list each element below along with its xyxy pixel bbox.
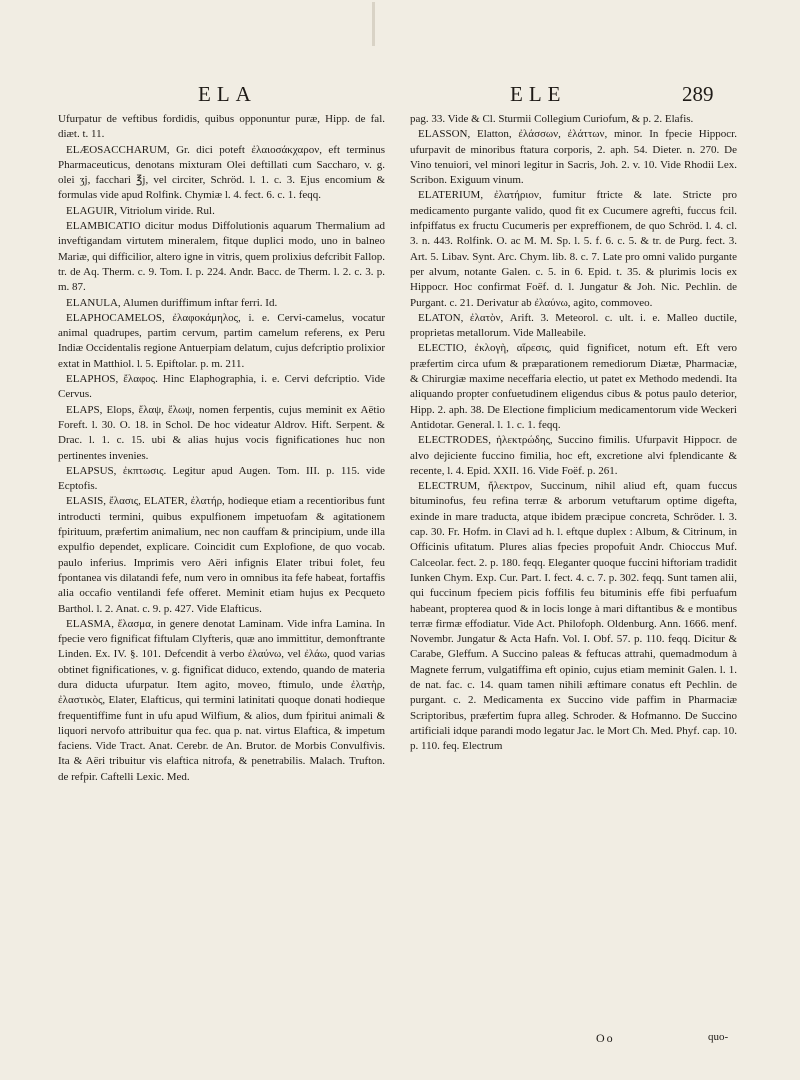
dictionary-entry: ELECTRODES, ἠλεκτρώδης, Succino fimilis. Ufurpavit Hippocr. de alvo dejiciente fuccino fimilia, hoc eft, excretione alvi fplendicante & recente, l. 4. Epid. XXII. 16. Vide Foëf. p. 261.	[410, 434, 737, 477]
dictionary-entry: ELAMBICATIO dicitur modus Diffolutionis aquarum Thermalium ad inveftigandam virtutem mineralem, fitque duplici modo, uno in balneo Mariæ, qui difficilior, altero igne in vitris, quem prolixius defcribit Fallop. tr. de Aq. Therm. c. 9. Tom. I. p. 224. Andr. Bacc. de Therm. l. 2. c. 3. p. m. 87.	[58, 220, 385, 294]
dictionary-entry: ELANULA, Alumen duriffimum inftar ferri. Id.	[66, 296, 278, 309]
dictionary-entry: ELATERIUM, ἐλατήριον, fumitur ftricte & late. Stricte pro medicamento purgante valido, quod fit ex Cucumere agrefti, fuccus fcil. infpiffatus ex fructu Cucumeris per expreffionem, de quo Schröd. l. 4. cl. 3. n. 443. Rolfink. O. ac M. M. Sp. l. 5. f. 6. c. 5. & tr. de Purg. fect. 3. Art. 5. Libav. Synt. Arc. Chym. lib. 8. c. 7. Late pro omni valido purgante per alvum, notante Galen. c. 5. in 6. Epid. t. 35. & plurimis locis ex Hippocr. Hoc confirmat Foëf. d. l. Jungatur & Joh. Nic. Pechlin. de Purgant. c. 21. Derivatur ab ἐλαύνω, agito, commoveo.	[410, 189, 737, 309]
dictionary-entry: ELASMA, ἔλασμα, in genere denotat Laminam. Vide infra Lamina. In fpecie vero fignificat fiftulam Clyfteris, quæ ano immittitur, demonftrante Linden. Ex. IV. §. 101. Defcendit à verbo ἐλαύνω, vel ἐλάω, quod varias obtinet fignificationes, v. g. fignificat diduco, extendo, quando de materia dura diducta ufurpatur. Item agito, moveo, ftimulo, unde ἐλατὴρ, ἐλαστικὸς, Elater, Elafticus, qui termini latinitati quoque donati hodieque frequentiffime funt in ufu apud Wilfium, & alios, dum fpiritui animali & liquori nervofo attribuitur qua fec. qua p. nat. virtus Elaftica, & impetum faciens. Vide Tract. Anat. Cerebr. de An. Brutor. de Morbis Convulfivis. Ita & Aëri tribuitur vis elaftica nitrofa, & penetrabilis. Malach. Trufton. de refpir. Caftelli Lexic. Med.	[58, 617, 385, 783]
binding-mark	[372, 2, 375, 46]
left-column	[58, 112, 385, 785]
dictionary-entry: ELAPSUS, ἐκπτωσις. Legitur apud Augen. Tom. III. p. 115. vide Ecptofis.	[58, 464, 385, 493]
running-head-left: ELA	[198, 82, 257, 106]
dictionary-entry: ELAPS, Elops, ἔλαψ, ἔλωψ, nomen ferpentis, cujus meminit ex Aëtio Foreft. l. 30. O. 18. in Schol. De hoc videatur Aldrov. Hift. Serpent. & Drac. l. 1. c. 15. ubi & alias hujus vocis fignificationes huc non pertinentes invenies.	[58, 403, 385, 462]
dictionary-entry: ELAPHOCAMELOS, ἐλαφοκάμηλος, i. e. Cervi-camelus, vocatur animal quadrupes, partim cervum, partim camelum referens, ex Peru Indiæ Occidentalis regione Antuerpiam delatum, cujus defcriptio prolixior extat in Matthiol. l. 5. Epiftolar. p. m. 211.	[58, 311, 385, 370]
running-head-right: ELE	[510, 82, 567, 106]
dictionary-entry: ELAGUIR, Vitriolum viride. Rul.	[66, 204, 215, 217]
dictionary-entry: ELATON, ἐλατὸν, Arift. 3. Meteorol. c. ult. i. e. Malleo ductile, proprietas metallorum. Vide Malleabile.	[410, 311, 737, 340]
dictionary-entry: ELAPHOS, ἔλαφος. Hinc Elaphographia, i. e. Cervi defcriptio. Vide Cervus.	[58, 373, 385, 401]
page-number: 289	[682, 82, 714, 106]
dictionary-entry: ELÆOSACCHARUM, Gr. dici poteft ἐλαιοσάκχαρον, eft terminus Pharmaceuticus, denotans mixturam Olei deftillati cum Saccharo, v. g. olei ʒj, facchari ℥j, vel circiter, Schröd. l. 1. c. 3. Ejus encomium & formulas vide apud Rolfink. Chymiæ l. 4. fect. 6. c. 1. feqq.	[58, 143, 385, 202]
right-column	[410, 112, 737, 754]
dictionary-entry: ELASSON, Elatton, ἐλάσσων, ἐλάττων, minor. In fpecie Hippocr. ufurpavit de minoribus ftatura corporis, 2. aph. 54. Dieter. n. 270. De Vino tenuiori, vel minori legitur in Sacris, Joh. 2. v. 10. Vide Rhodii Lex. Scribon. Exiguum vinum.	[410, 128, 737, 187]
dictionary-entry: ELECTRUM, ἤλεκτρον, Succinum, nihil aliud eft, quam fuccus bituminofus, feu refina terræ & arborum vetuftarum optime digefta, exinde in mare traducta, atque ibidem præcipue concreta, Schröder. l. 3. cap. 30. Fr. Hofm. in Clavi ad h. l. eftque duplex : Album, & Citrinum, in Officinis ufitatum. Plures alias fpecies propofuit Andr. Chioccus Muf. Calceolar. fect. 2. p. 180. feqq. Eleganter quoque fuccini hiftoriam tradidit Iunken Chym. Exp. Cur. Part. I. fect. 4. c. 7. p. 302. feqq. Sunt tamen alii, qui fuccinum fpeciem picis foffilis feu bituminis effe fibi perfuafum habeant, propterea quod & in locis longe à mari diftantibus & e montibus terræ firmæ effodiatur. Vide Act. Philofoph. Oldenburg. Ann. 1666. menf. Novembr. Jungatur & Acta Hafn. Vol. I. Obf. 57. p. 110. feqq. Dicitur & Carabe, Gleffum. A Succino paleas & feftucas attrahi, quemadmodum à Magnete ferrum, vulgatiffima eft opinio, cujus etiam meminit Galen. l. 1. de nat. fac. c. 14. quam tamen nihili æftimare conatus eft Pechlin. de purgant. c. 2. Medicamenta ex Succino vide paffim in Pharmaciæ Scriptoribus, præfertim fupra alleg. Schroder. & Hofmanno. De Succino artificiali idque parandi modo legatur Jac. le Mort Ch. Med. Phyf. cap. 10. p. 110. feq. Electrum	[410, 480, 737, 753]
paragraph: Ufurpatur de veftibus fordidis, quibus opponuntur puræ, Hipp. de fal. diæt. t. 11.	[58, 113, 385, 141]
catchword: quo-	[708, 1031, 729, 1043]
dictionary-entry: ELASIS, ἔλασις, ELATER, ἐλατήρ, hodieque etiam a recentioribus funt introducti termini, quibus expulfionem impetuofam & agitationem fpirituum, præfertim animalium, nec non cauffam & principium, unde illa expulfio dependet, explicare. Coincidit cum Explofione, de quo vocab. paulo inferius. Imprimis vero Aëri infignis Elater tribui folet, feu fpontanea vis dilatandi fefe, num vero in omnibus ita fefe habeat, fortaffis alia occafio ventilandi fefe offeret. Meminit etiam hujus ex Pecqueto Barthol. l. 2. Anat. c. 9. p. 427. Vide Elafticus.	[58, 495, 385, 615]
signature-mark: Oo	[596, 1031, 615, 1045]
dictionary-entry: ELECTIO, ἐκλογὴ, αἵρεσις, quid fignificet, notum eft. Eft vero præfertim circa ufum & præparationem remediorum Diætæ, Pharmaciæ, & Chirurgiæ maxime neceffaria electio, ut patet ex Methodo medendi. Ita aliquando propter confuetudinem eligendus cibus & potus paulo deterior, Hipp. 2. aph. 38. De Electione fimplicium medicamentorum vide Weckeri Antidotar. General. l. 1. c. 1. feqq.	[410, 342, 737, 431]
paragraph: pag. 33. Vide & Cl. Sturmii Collegium Curiofum, & p. 2. Elafis.	[410, 113, 694, 125]
